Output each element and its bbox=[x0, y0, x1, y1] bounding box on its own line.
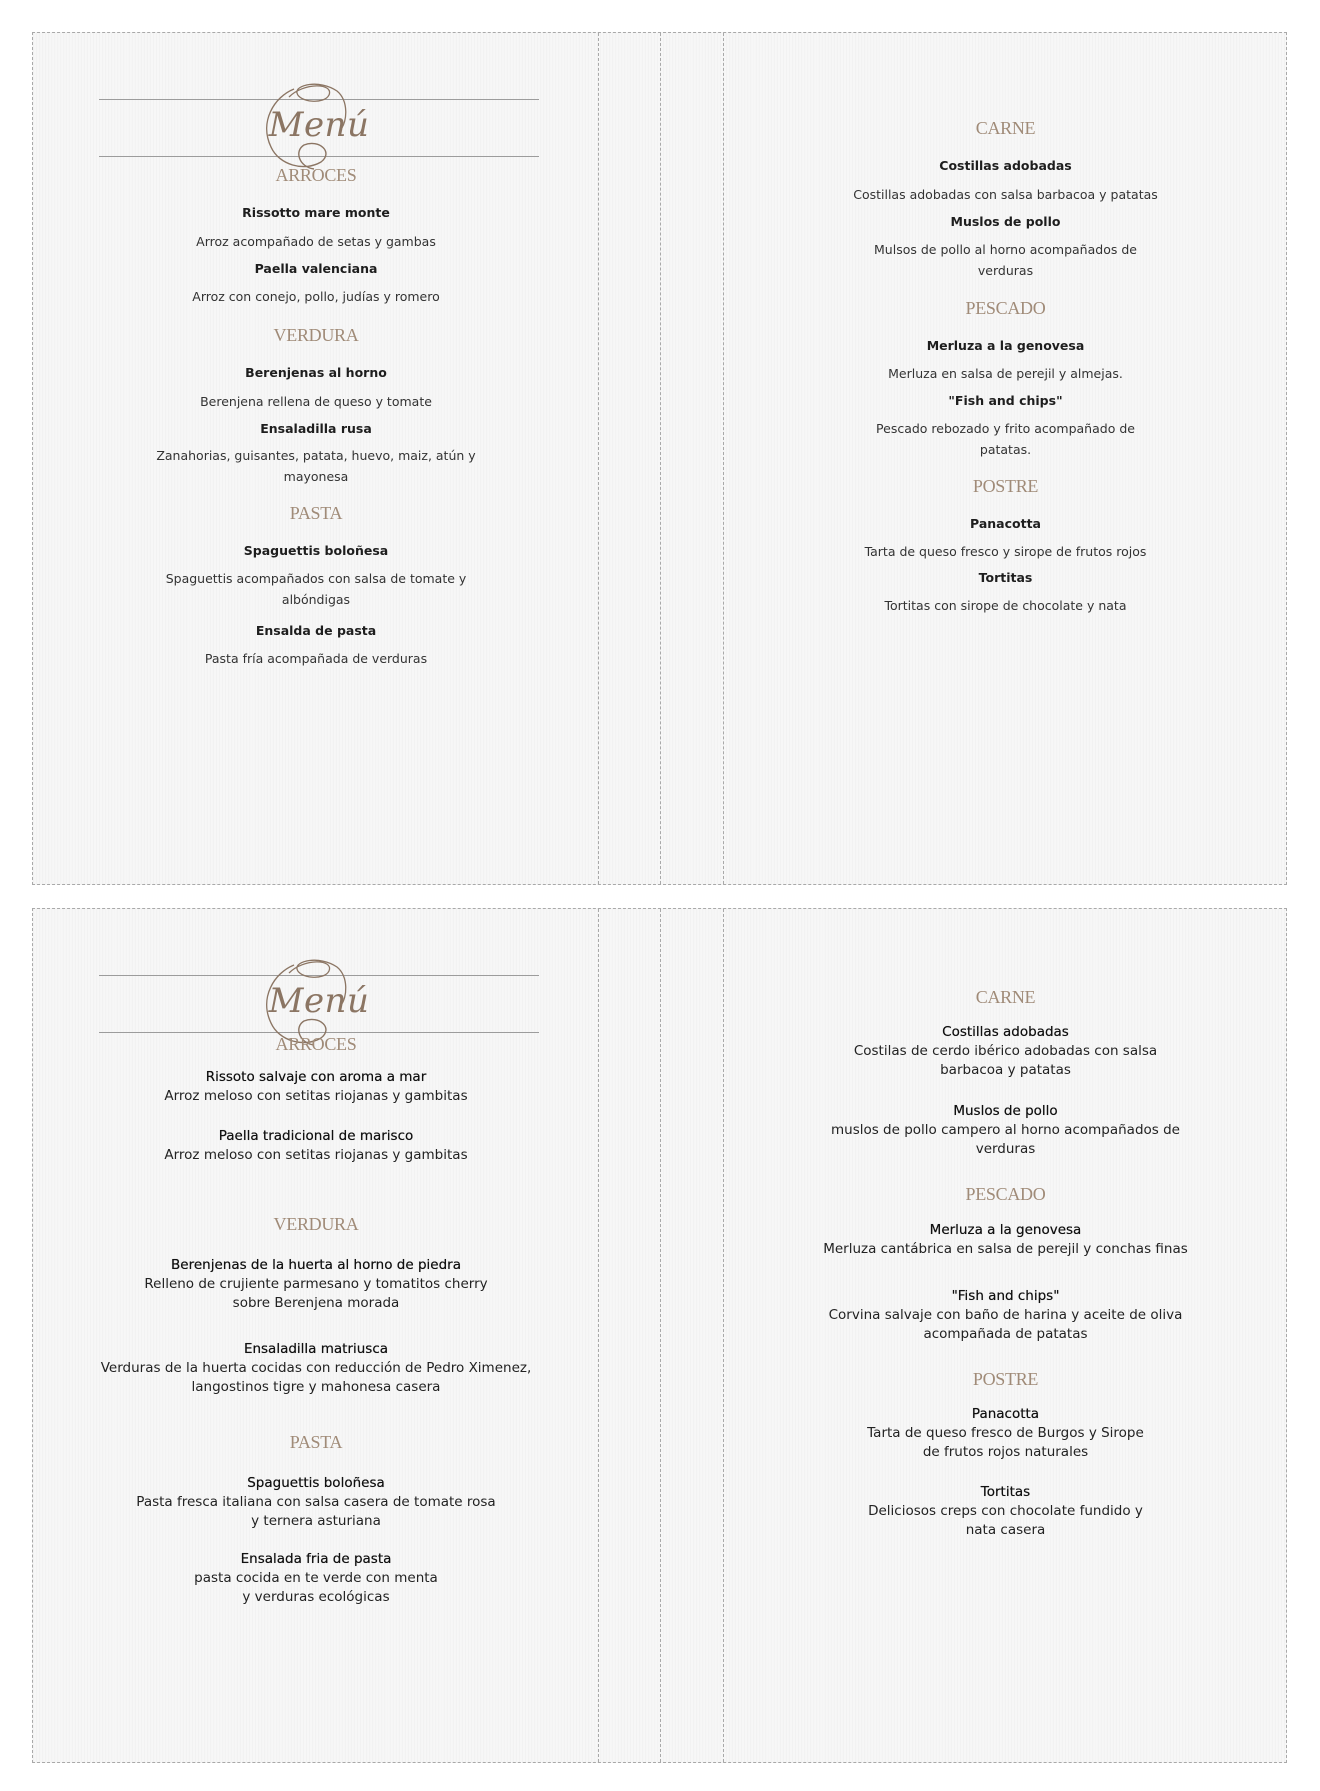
dish-description: Arroz meloso con setitas riojanas y gambitas bbox=[164, 1088, 468, 1104]
dish-description: Tarta de queso fresco de Burgos y Sirope de frutos rojos naturales bbox=[867, 1425, 1144, 1460]
fold-line bbox=[598, 33, 599, 884]
dish-description: Merluza en salsa de perejil y almejas. bbox=[888, 366, 1123, 381]
dish-name: Merluza a la genovesa bbox=[926, 338, 1085, 353]
dish-name: Ensalda de pasta bbox=[255, 623, 377, 638]
dish-description: Pasta fresca italiana con salsa casera de tomate rosa y ternera asturiana bbox=[136, 1494, 496, 1529]
dish-name: Rissoto salvaje con aroma a mar bbox=[205, 1069, 427, 1085]
dish-description: Relleno de crujiente parmesano y tomatitos cherry sobre Berenjena morada bbox=[144, 1276, 488, 1311]
dish-name: Panacotta bbox=[970, 516, 1041, 531]
dish-description: Costilas de cerdo ibérico adobadas con salsa barbacoa y patatas bbox=[853, 1043, 1158, 1078]
dish-description: pasta cocida en te verde con menta y verduras ecológicas bbox=[194, 1570, 438, 1605]
section-title-pescado: PESCADO bbox=[965, 298, 1046, 318]
section-title-carne: CARNE bbox=[975, 118, 1036, 138]
dish-name: Muslos de pollo bbox=[953, 1103, 1058, 1119]
dish-name: "Fish and chips" bbox=[951, 1288, 1060, 1304]
dish-name: Berenjenas de la huerta al horno de piedra bbox=[171, 1257, 461, 1273]
dish-description: Costillas adobadas con salsa barbacoa y patatas bbox=[853, 187, 1158, 202]
dish-name: Merluza a la genovesa bbox=[929, 1222, 1082, 1238]
dish-description: Tortitas con sirope de chocolate y nata bbox=[884, 598, 1127, 613]
dish-description: Berenjena rellena de queso y tomate bbox=[200, 394, 432, 409]
dish-description: Merluza cantábrica en salsa de perejil y conchas finas bbox=[823, 1241, 1188, 1257]
fold-line bbox=[660, 33, 661, 884]
dish-name: Panacotta bbox=[971, 1406, 1040, 1422]
dish-name: Rissotto mare monte bbox=[242, 205, 390, 220]
dish-description: Zanahorias, guisantes, patata, huevo, maiz, atún y mayonesa bbox=[156, 448, 476, 484]
dish-description: Tarta de queso fresco y sirope de frutos rojos bbox=[864, 544, 1147, 559]
section-title-arroces: ARROCES bbox=[275, 1034, 357, 1054]
dish-description: Corvina salvaje con baño de harina y aceite de oliva acompañada de patatas bbox=[828, 1307, 1183, 1342]
dish-name: Paella tradicional de marisco bbox=[218, 1128, 414, 1144]
dish-name: Paella valenciana bbox=[254, 261, 378, 276]
menu-title: Menú bbox=[268, 981, 370, 1021]
dish-name: Ensaladilla rusa bbox=[260, 421, 372, 436]
dish-name: Spaguettis boloñesa bbox=[247, 1475, 385, 1491]
dish-name: Costillas adobadas bbox=[939, 158, 1072, 173]
dish-description: Spaguettis acompañados con salsa de tomate y albóndigas bbox=[165, 571, 467, 607]
dish-name: Tortitas bbox=[978, 570, 1033, 585]
dish-name: Ensaladilla matriusca bbox=[243, 1341, 389, 1357]
section-title-arroces: ARROCES bbox=[275, 165, 357, 185]
dish-name: Ensalada fria de pasta bbox=[240, 1551, 392, 1567]
menu-title: Menú bbox=[268, 105, 370, 145]
dish-description: Pasta fría acompañada de verduras bbox=[204, 651, 428, 666]
dish-description: Pescado rebozado y frito acompañado de patatas. bbox=[876, 421, 1135, 457]
section-title-verdura: VERDURA bbox=[273, 1214, 359, 1234]
dish-description: Deliciosos creps con chocolate fundido y nata casera bbox=[868, 1503, 1143, 1538]
dish-name: Berenjenas al horno bbox=[245, 365, 387, 380]
dish-description: Arroz con conejo, pollo, judías y romero bbox=[192, 289, 440, 304]
dish-description: Verduras de la huerta cocidas con reducción de Pedro Ximenez, langostinos tigre y mahonesa casera bbox=[100, 1360, 532, 1395]
dish-name: Muslos de pollo bbox=[950, 214, 1061, 229]
section-title-verdura: VERDURA bbox=[273, 325, 359, 345]
fold-line bbox=[660, 909, 661, 1762]
menu-sheet-final bbox=[32, 908, 1287, 1763]
section-title-pasta: PASTA bbox=[289, 503, 343, 523]
dish-description: Arroz meloso con setitas riojanas y gambitas bbox=[164, 1147, 468, 1163]
section-title-carne: CARNE bbox=[975, 987, 1036, 1007]
section-title-pescado: PESCADO bbox=[965, 1184, 1046, 1204]
menu-sheet-draft bbox=[32, 32, 1287, 885]
dish-name: Costillas adobadas bbox=[942, 1024, 1069, 1040]
dish-name: "Fish and chips" bbox=[948, 393, 1063, 408]
dish-description: Arroz acompañado de setas y gambas bbox=[196, 234, 436, 249]
section-title-pasta: PASTA bbox=[289, 1432, 343, 1452]
section-title-postre: POSTRE bbox=[972, 1369, 1039, 1389]
dish-description: muslos de pollo campero al horno acompañados de verduras bbox=[830, 1122, 1180, 1157]
dish-description: Mulsos de pollo al horno acompañados de verduras bbox=[874, 242, 1137, 278]
dish-name: Tortitas bbox=[980, 1484, 1031, 1500]
dish-name: Spaguettis boloñesa bbox=[243, 543, 389, 558]
section-title-postre: POSTRE bbox=[972, 476, 1039, 496]
